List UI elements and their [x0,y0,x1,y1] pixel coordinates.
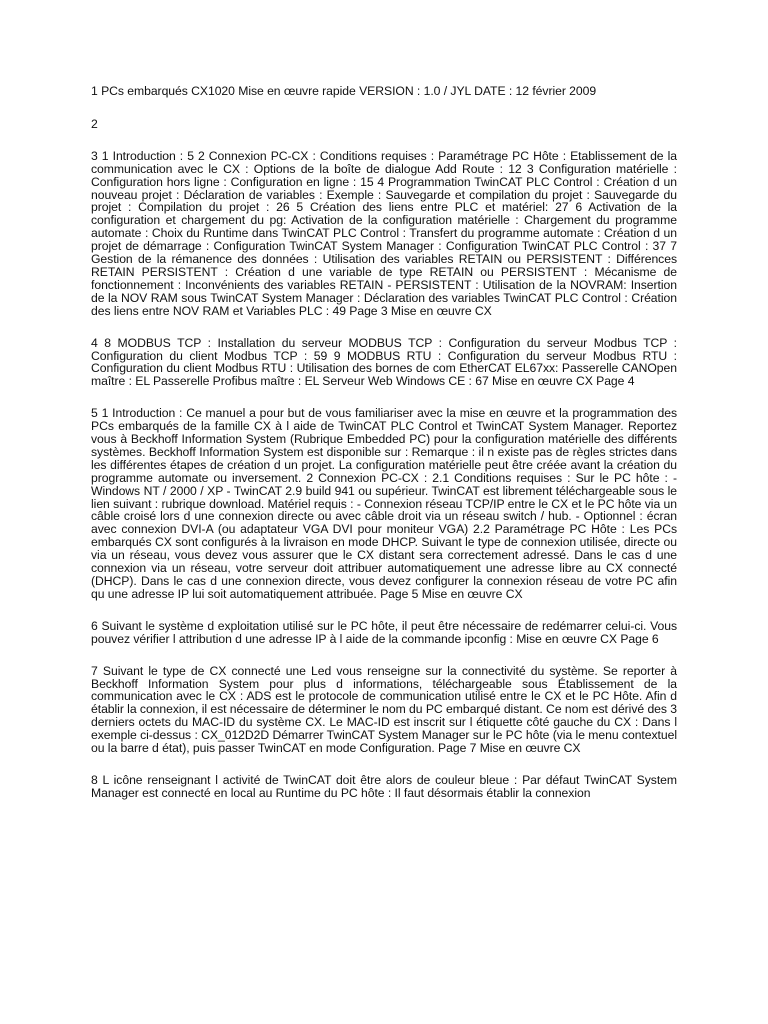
document-title: 1 PCs embarqués CX1020 Mise en œuvre rapide VERSION : 1.0 / JYL DATE : 12 février 2009 [91,84,597,98]
document-page [91,85,677,800]
paragraph-toc-part-2: 4 8 MODBUS TCP : Installation du serveur MODBUS TCP : Configuration du serveur Modbus TCP : Configuration du client Modbus TCP : 59 9 MODBUS RTU : Configuration du serveur Modbus RTU : Configuration du client Modbus RTU : Utilisation des bornes de com EtherCAT EL67xx: Passerelle CANOpen maître : EL Passerelle Profibus maître : EL Serveur Web Windows CE : 67 Mise en œuvre CX Page 4 [91,335,677,389]
paragraph-page-6: 6 Suivant le système d exploitation utilisé sur le PC hôte, il peut être nécessaire de redémarrer celui-ci. Vous pouvez vérifier l attribution d une adresse IP à l aide de la commande ipconfig : Mise en œuvre CX Page 6 [91,618,677,646]
paragraph-introduction: 5 1 Introduction : Ce manuel a pour but de vous familiariser avec la mise en œuvre et la programmation des PCs embarqués de la famille CX à l aide de TwinCAT PLC Control et TwinCAT System Manager. Reportez vous à Beckhoff Information System (Rubrique Embedded PC) pour la configuration matérielle des différents systèmes. Beckhoff Information System est disponible sur : Remarque : il n existe pas de règles strictes dans les différentes étapes de création d un projet. La configuration matérielle peut être créée avant la création du programme automate ou inversement. 2 Connexion PC-CX : 2.1 Conditions requises : Sur le PC hôte : - Windows NT / 2000 / XP - TwinCAT 2.9 build 941 ou supérieur. TwinCAT est librement téléchargeable sous le lien suivant : rubrique download. Matériel requis : - Connexion réseau TCP/IP entre le CX et le PC hôte via un câble croisé lors d une connexion directe ou avec câble droit via un réseau switch / hub. - Optionnel : écran avec connexion DVI-A (ou adaptateur VGA DVI pour moniteur VGA) 2.2 Paramétrage PC Hôte : Les PCs embarqués CX sont configurés à la livraison en mode DHCP. Suivant le type de connexion utilisée, directe ou via un réseau, vous devez vous assurer que le CX distant sera correctement adressé. Dans le cas d une connexion via un réseau, votre serveur doit attribuer automatiquement une adresse libre au CX connecté (DHCP). Dans le cas d une connexion directe, vous devez configurer la connexion réseau de votre PC afin qu une adresse IP lui soit automatiquement attribuée. Page 5 Mise en œuvre CX [91,406,677,601]
page-number: 2 [91,116,98,131]
paragraph-page-8: 8 L icône renseignant l activité de TwinCAT doit être alors de couleur bleue : Par défaut TwinCAT System Manager est connecté en local au Runtime du PC hôte : Il faut désormais établir la connexion [91,772,677,800]
paragraph-page-7: 7 Suivant le type de CX connecté une Led vous renseigne sur la connectivité du système. Se reporter à Beckhoff Information System pour plus d informations, téléchargeable sous Établissement de la communication avec le CX : ADS est le protocole de communication utilisé entre le CX et le PC Hôte. Afin d établir la connexion, il est nécessaire de déterminer le nom du PC embarqué distant. Ce nom est dérivé des 3 derniers octets du MAC-ID du système CX. Le MAC-ID est inscrit sur l étiquette côté gauche du CX : Dans l exemple ci-dessus : CX_012D2D Démarrer TwinCAT System Manager sur le PC hôte (via le menu contextuel ou la barre d état), puis passer TwinCAT en mode Configuration. Page 7 Mise en œuvre CX [91,663,678,756]
paragraph-toc-part-1: 3 1 Introduction : 5 2 Connexion PC-CX : Conditions requises : Paramétrage PC Hôte : Etablissement de la communication avec le CX : Options de la boîte de dialogue Add Route : 12 3 Configuration matérielle : Configuration hors ligne : Configuration en ligne : 15 4 Programmation TwinCAT PLC Control : Création d un nouveau projet : Déclaration de variables : Exemple : Sauvegarde et compilation du projet : Sauvegarde du projet : Compilation du projet : 26 5 Création des liens entre PLC et matériel: 27 6 Activation de la configuration et chargement du pg: Activation de la configuration matérielle : Chargement du programme automate : Choix du Runtime dans TwinCAT PLC Control : Transfert du programme automate : Création d un projet de démarrage : Configuration TwinCAT System Manager : Configuration TwinCAT PLC Control : 37 7 Gestion de la rémanence des données : Utilisation des variables RETAIN ou PERSISTENT : Différences RETAIN PERSISTENT : Création d une variable de type RETAIN ou PERSISTENT : Mécanisme de fonctionnement : Inconvénients des variables RETAIN - PERSISTENT : Utilisation de la NOVRAM: Insertion de la NOV RAM sous TwinCAT System Manager : Déclaration des variables TwinCAT PLC Control : Création des liens entre NOV RAM et Variables PLC : 49 Page 3 Mise en œuvre CX [91,148,677,318]
